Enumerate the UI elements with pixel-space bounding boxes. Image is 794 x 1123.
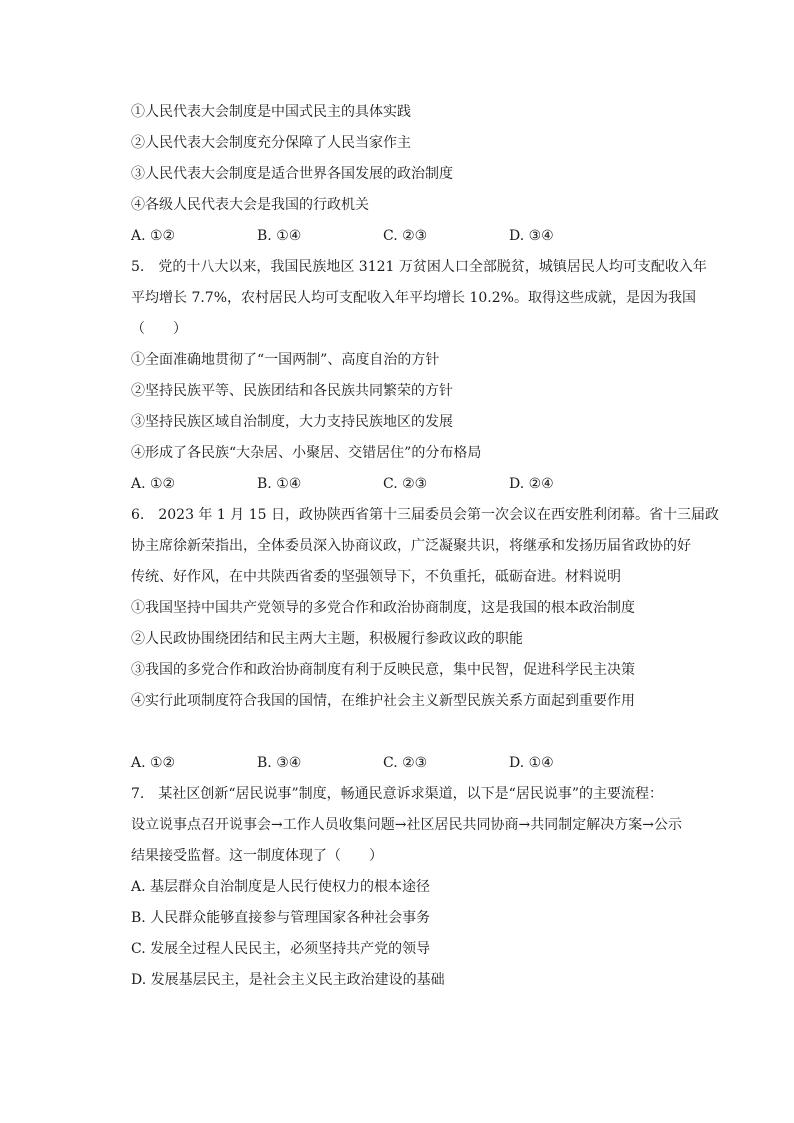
question-6 <box>131 503 719 782</box>
q5-stem-line-3: （ ） <box>131 321 187 337</box>
q6-stem-line-1: 6. 2023 年 1 月 15 日，政协陕西省第十三届委员会第一次会议在西安胜利闭幕。省十三届政 <box>131 507 719 523</box>
q4-option-a: A. ①② <box>131 228 176 244</box>
q5-option-a: A. ①② <box>131 476 176 492</box>
question-5 <box>131 255 707 503</box>
q4-option-d: D. ③④ <box>509 228 554 244</box>
q5-item-2: ②坚持民族平等、民族团结和各民族共同繁荣的方针 <box>131 383 453 399</box>
q6-item-2: ②人民政协围绕团结和民主两大主题，积极履行参政议政的职能 <box>131 631 523 647</box>
q6-stem-line-2: 协主席徐新荣指出，全体委员深入协商议政，广泛凝聚共识，将继承和发扬历届省政协的好 <box>131 538 691 554</box>
q5-option-c: C. ②③ <box>383 476 428 492</box>
q4-option-b: B. ①④ <box>257 228 302 244</box>
q4-options <box>131 224 696 255</box>
q6-stem-line-3: 传统、好作风，在中共陕西省委的坚强领导下，不负重托，砥砺奋进。材料说明 <box>131 569 621 585</box>
q5-item-3: ③坚持民族区域自治制度，大力支持民族地区的发展 <box>131 414 453 430</box>
q6-option-b: B. ③④ <box>257 755 302 771</box>
blank-line <box>131 720 696 751</box>
q6-item-4: ④实行此项制度符合我国的国情，在维护社会主义新型民族关系方面起到重要作用 <box>131 693 635 709</box>
q6-option-c: C. ②③ <box>383 755 428 771</box>
q5-stem-line-1: 5. 党的十八大以来，我国民族地区 3121 万贫困人口全部脱贫，城镇居民人均可支配收入年 <box>131 259 707 275</box>
q5-item-4: ④形成了各民族“大杂居、小聚居、交错居住”的分布格局 <box>131 445 482 461</box>
q4-item-4: ④各级人民代表大会是我国的行政机关 <box>131 197 369 213</box>
q7-stem-line-2: 设立说事点召开说事会→工作人员收集问题→社区居民共同协商→共同制定解决方案→公示 <box>131 817 682 833</box>
q7-option-a: A. 基层群众自治制度是人民行使权力的根本途径 <box>131 879 431 895</box>
q6-item-3: ③我国的多党合作和政治协商制度有利于反映民意，集中民智，促进科学民主决策 <box>131 662 635 678</box>
q5-option-b: B. ①④ <box>257 476 302 492</box>
q6-option-d: D. ①④ <box>509 755 554 771</box>
question-content <box>131 100 719 999</box>
q7-option-b: B. 人民群众能够直接参与管理国家各种社会事务 <box>131 910 431 926</box>
q6-item-1: ①我国坚持中国共产党领导的多党合作和政治协商制度，这是我国的根本政治制度 <box>131 600 635 616</box>
q4-item-3: ③人民代表大会制度是适合世界各国发展的政治制度 <box>131 166 453 182</box>
q5-option-d: D. ②④ <box>509 476 554 492</box>
q7-stem-line-1: 7. 某社区创新“居民说事”制度，畅通民意诉求渠道，以下是“居民说事”的主要流程： <box>131 786 663 802</box>
q7-stem-line-3: 结果接受监督。这一制度体现了（ ） <box>131 848 383 864</box>
q7-option-c: C. 发展全过程人民民主，必须坚持共产党的领导 <box>131 941 431 957</box>
q4-item-2: ②人民代表大会制度充分保障了人民当家作主 <box>131 135 411 151</box>
q6-option-a: A. ①② <box>131 755 176 771</box>
q5-options <box>131 472 696 503</box>
q4-option-c: C. ②③ <box>383 228 428 244</box>
q6-options <box>131 751 696 782</box>
q5-item-1: ①全面准确地贯彻了“一国两制”、高度自治的方针 <box>131 352 440 368</box>
q5-stem-line-2: 平均增长 7.7%，农村居民人均可支配收入年平均增长 10.2%。取得这些成就，是因为我国 <box>131 290 696 306</box>
question-7 <box>131 782 696 999</box>
q7-option-d: D. 发展基层民主，是社会主义民主政治建设的基础 <box>131 972 445 988</box>
question-4 <box>131 100 696 255</box>
q4-item-1: ①人民代表大会制度是中国式民主的具体实践 <box>131 104 411 120</box>
